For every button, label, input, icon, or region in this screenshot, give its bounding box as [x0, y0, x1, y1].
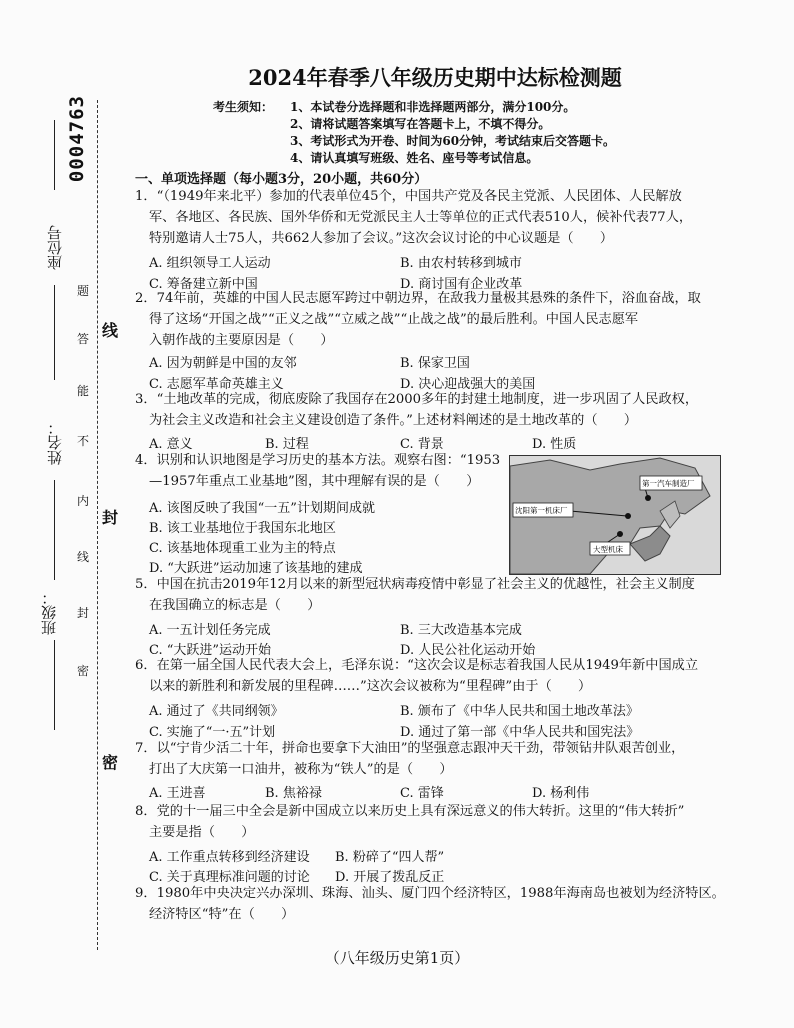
industrial-base-map	[509, 455, 721, 575]
exam-title: 2024年春季八年级历史期中达标检测题	[248, 65, 622, 90]
option: D. “大跃进”运动加速了该基地的建成	[149, 561, 363, 576]
question-line: 4．识别和认识地图是学习历史的基本方法。观察右图：“1953	[135, 453, 501, 468]
option: D. 通过了第一部《中华人民共和国宪法》	[400, 725, 640, 740]
question-line: 3．“土地改革的完成，彻底废除了我国存在2000多年的封建土地制度，进一步巩固了人民政权，	[135, 392, 699, 407]
option: C. 背景	[400, 437, 444, 452]
question-line: 5．中国在抗击2019年12月以来的新型冠状病毒疫情中彰显了社会主义的优越性，社会主义制度	[135, 577, 695, 592]
cut-label-xian: 线	[102, 321, 119, 340]
option: B. 由农村转移到城市	[400, 256, 522, 271]
option: C. 该基地体现重工业为主的特点	[149, 541, 336, 556]
class-label: 班级：	[40, 590, 58, 635]
question-line: 经济特区“特”在（ ）	[149, 907, 295, 922]
cut-label-mi: 密	[102, 753, 119, 772]
warn-char: 题	[77, 284, 90, 298]
question-line: 7．以“宁肯少活二十年，拼命也要拿下大油田”的坚强意志跟冲天干劲，带领钻井队艰苦创业，	[135, 741, 685, 756]
option: C. 雷锋	[400, 786, 444, 801]
map-label-machine: 大型机床	[593, 545, 623, 554]
warn-char: 线	[77, 550, 90, 564]
question-line: 以来的新胜利和新发展的里程碑……”这次会议被称为“里程碑”由于（ ）	[149, 679, 592, 694]
question-line: 在我国确立的标志是（ ）	[149, 598, 321, 613]
option: B. 过程	[265, 437, 309, 452]
class-underline	[54, 640, 55, 730]
option: B. 颁布了《中华人民共和国土地改革法》	[400, 704, 639, 719]
notice-label: 考生须知：	[213, 100, 274, 114]
map-label-shenyang: 沈阳第一机床厂	[515, 506, 568, 515]
option: A. 组织领导工人运动	[149, 256, 271, 271]
top-underline	[54, 120, 55, 190]
question-line: 军、各地区、各民族、国外华侨和无党派民主人士等单位的正式代表510人，候补代表77人，	[149, 210, 693, 225]
option: B. 三大改造基本完成	[400, 623, 522, 638]
warn-char: 能	[77, 384, 90, 398]
option: A. 一五计划任务完成	[149, 623, 271, 638]
question-line: 9．1980年中央决定兴办深圳、珠海、汕头、厦门四个经济特区，1988年海南岛也被划为经济特区。	[135, 886, 725, 901]
notice-item: 1、本试卷分选择题和非选择题两部分，满分100分。	[290, 100, 576, 114]
option: A. 通过了《共同纲领》	[149, 704, 284, 719]
option: C. “大跃进”运动开始	[149, 643, 272, 658]
serial-number: 0004763	[66, 95, 88, 183]
binding-cut-line	[97, 100, 98, 950]
warn-char: 密	[77, 664, 90, 678]
question-line: 主要是指（ ）	[149, 825, 255, 840]
question-line: 打出了大庆第一口油井，被称为“铁人”的是（ ）	[149, 762, 453, 777]
page-footer: （八年级历史第1页）	[324, 949, 470, 967]
option: A. 因为朝鲜是中国的友邻	[149, 356, 297, 371]
option: B. 保家卫国	[400, 356, 470, 371]
warn-char: 内	[77, 494, 90, 508]
question-line: 为社会主义改造和社会主义建设创造了条件。”上述材料阐述的是土地改革的（ ）	[149, 413, 638, 428]
question-line: 1．“（1949年来北平）参加的代表单位45个，中国共产党及各民主党派、人民团体、人民解放	[135, 189, 682, 204]
notice-item: 3、考试形式为开卷、时间为60分钟，考试结束后交答题卡。	[290, 134, 616, 148]
name-underline	[54, 480, 55, 580]
notice-item: 4、请认真填写班级、姓名、座号等考试信息。	[290, 151, 539, 165]
section-heading: 一、单项选择题（每小题3分，20小题，共60分）	[135, 172, 428, 187]
option: D. 性质	[532, 437, 577, 452]
seat-label: 座位号	[46, 225, 64, 270]
option: C. 筹备建立新中国	[149, 277, 258, 292]
question-line: 6．在第一届全国人民代表大会上，毛泽东说：“这次会议是标志着我国人民从1949年新中国成立	[135, 658, 699, 673]
option: A. 王进喜	[149, 786, 206, 801]
notice-item: 2、请将试题答案填写在答题卡上，不填不得分。	[290, 117, 551, 131]
question-line: 得了这场“开国之战”“正义之战”“立威之战”“止战之战”的最后胜利。中国人民志愿军	[149, 312, 639, 327]
option: A. 工作重点转移到经济建设	[149, 850, 310, 865]
question-line: 2．74年前，英雄的中国人民志愿军跨过中朝边界，在敌我力量极其悬殊的条件下，浴血奋战，取	[135, 291, 701, 306]
question-line: 8．党的十一届三中全会是新中国成立以来历史上具有深远意义的伟大转折。这里的“伟大转折”	[135, 804, 685, 819]
option: B. 焦裕禄	[265, 786, 322, 801]
option: B. 该工业基地位于我国东北地区	[149, 521, 336, 536]
option: A. 该图反映了我国“一五”计划期间成就	[149, 501, 375, 516]
option: C. 实施了“一·五”计划	[149, 725, 276, 740]
map-drawing	[510, 456, 720, 574]
question-line: —1957年重点工业基地”图，其中理解有误的是（ ）	[149, 474, 480, 489]
cut-label-feng: 封	[102, 508, 119, 527]
option: D. 人民公社化运动开始	[400, 643, 536, 658]
warn-char: 封	[77, 606, 90, 620]
option: C. 关于真理标准问题的讨论	[149, 870, 310, 885]
warn-char: 答	[77, 332, 90, 346]
option: C. 志愿军革命英雄主义	[149, 377, 284, 392]
option: B. 粉碎了“四人帮”	[335, 850, 445, 865]
option: D. 决心迎战强大的美国	[400, 377, 536, 392]
option: D. 杨利伟	[532, 786, 590, 801]
question-line: 特别邀请人士75人，共662人参加了会议。”这次会议讨论的中心议题是（ ）	[149, 231, 614, 246]
option: D. 商讨国有企业改革	[400, 277, 523, 292]
option: D. 开展了拨乱反正	[335, 870, 445, 885]
map-label-faw: 第一汽车制造厂	[642, 479, 695, 488]
seat-underline	[54, 285, 55, 380]
name-label: 姓名：	[46, 420, 64, 465]
option: A. 意义	[149, 437, 193, 452]
warn-char: 不	[77, 434, 90, 448]
question-line: 入朝作战的主要原因是（ ）	[149, 333, 334, 348]
